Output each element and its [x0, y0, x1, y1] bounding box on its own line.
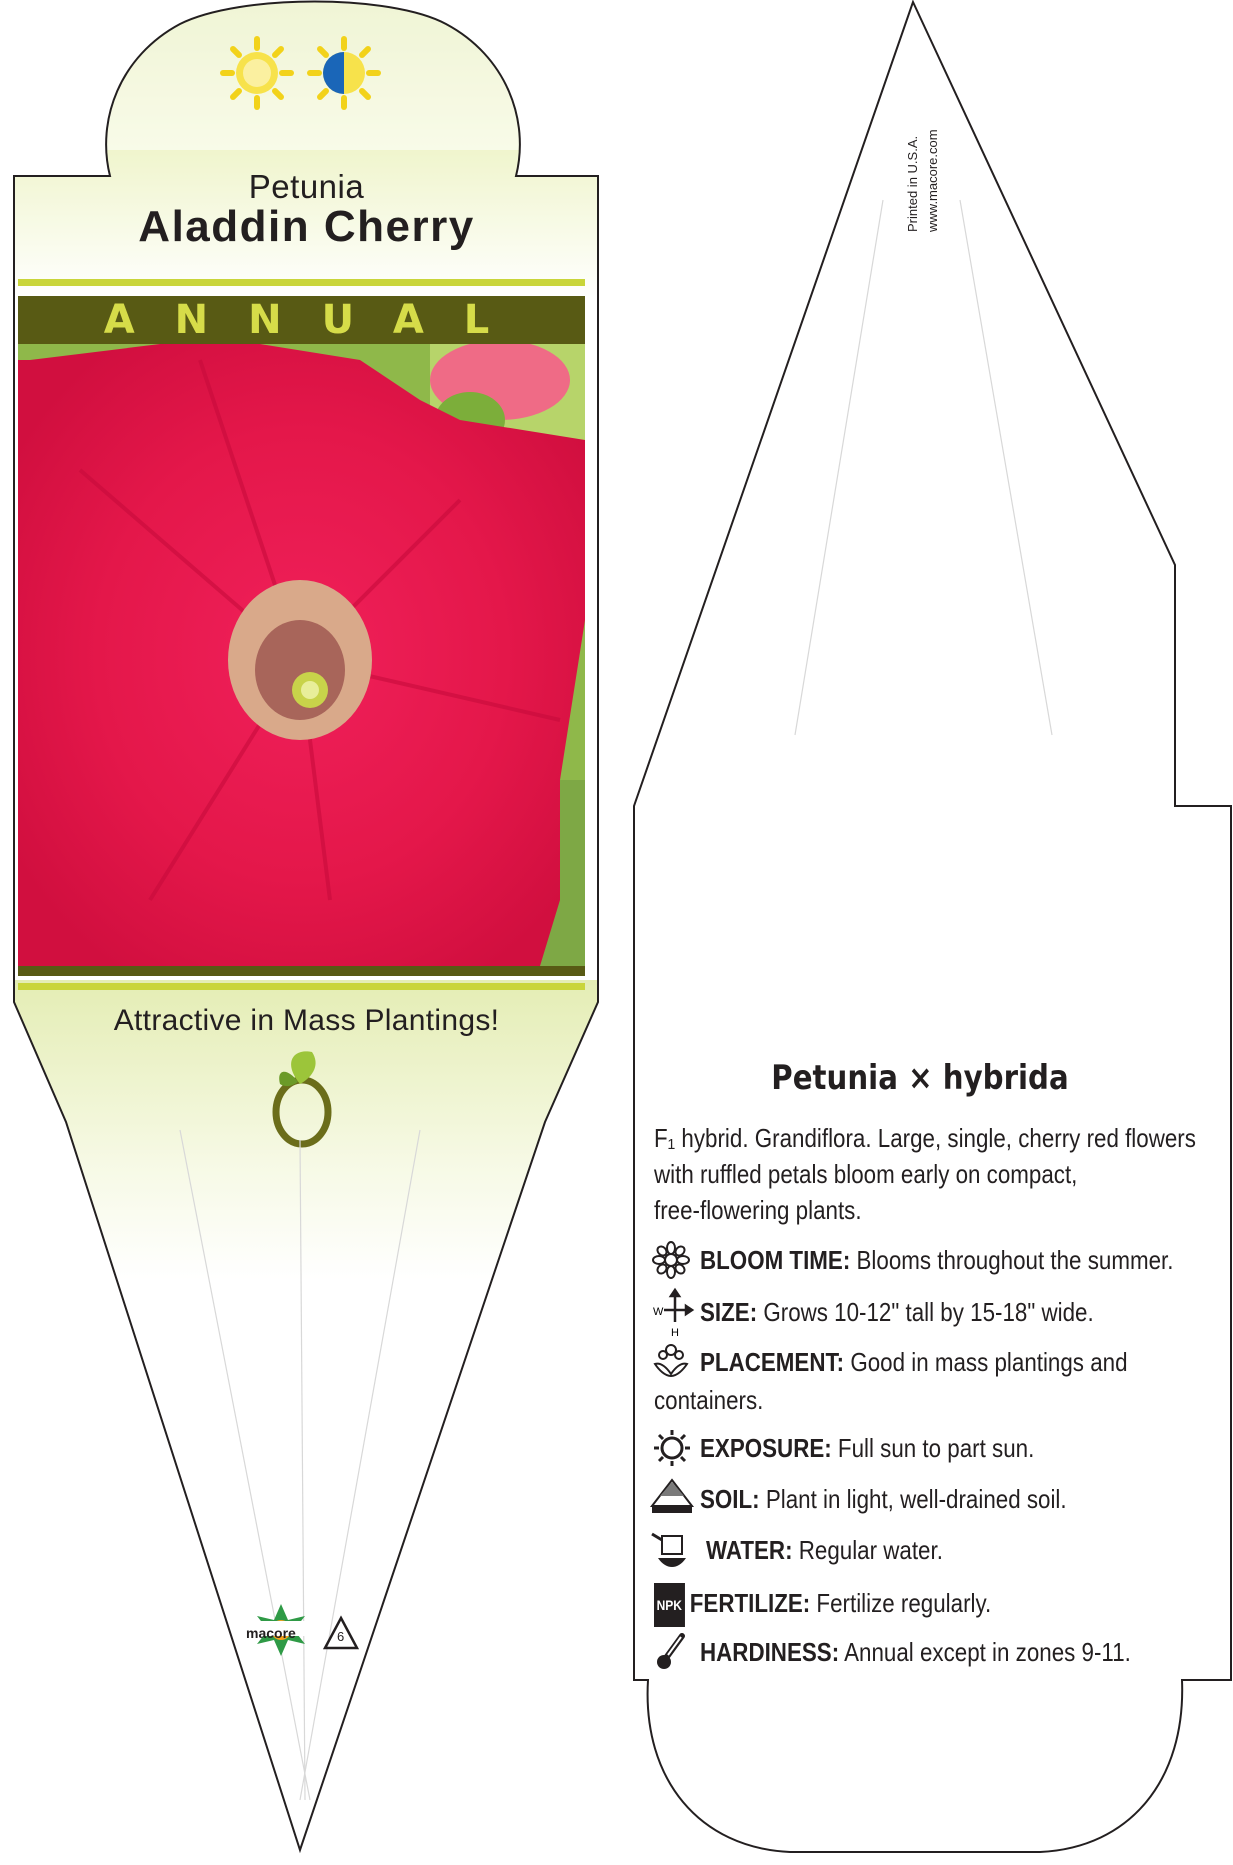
botanical-name: Petunia × hybrida	[771, 1058, 1069, 1098]
description-line: F₁ hybrid. Grandiflora. Large, single, cherry red flowers	[654, 1123, 1196, 1153]
attr-value: containers.	[654, 1385, 764, 1415]
svg-text:W: W	[653, 1306, 664, 1318]
attr-value: Plant in light, well-drained soil.	[759, 1484, 1067, 1514]
attr-label: WATER:	[706, 1535, 793, 1565]
back-tag	[634, 2, 1231, 1852]
description-line: with ruffled petals bloom early on compact,	[654, 1159, 1078, 1189]
attr-exposure	[700, 1430, 1233, 1466]
back-tag-outline	[634, 2, 1231, 1852]
logo-text: macore	[246, 1625, 296, 1641]
attr-label: PLACEMENT:	[700, 1347, 845, 1377]
attr-value: Annual except in zones 9-11.	[839, 1637, 1131, 1667]
attr-size	[700, 1294, 1233, 1330]
description-line: free-flowering plants.	[654, 1195, 862, 1225]
variety-name: Aladdin Cherry	[138, 202, 475, 251]
printed-in-usa: Printed in U.S.A.	[905, 135, 920, 232]
attr-label: SOIL:	[700, 1484, 760, 1514]
description	[654, 1120, 1213, 1228]
attr-label: HARDINESS:	[700, 1637, 840, 1667]
common-name: Petunia	[248, 168, 365, 205]
flower-photo	[18, 340, 585, 966]
attr-fertilize	[654, 1583, 1213, 1627]
attr-value: Regular water.	[792, 1535, 943, 1565]
full-sun-icon	[223, 39, 291, 107]
attr-label: BLOOM TIME:	[700, 1245, 851, 1275]
attr-soil	[700, 1481, 1233, 1517]
npk-icon: NPK	[654, 1583, 685, 1627]
printed-note	[905, 92, 965, 242]
website-url: www.macore.com	[925, 129, 940, 232]
attr-water	[706, 1532, 1233, 1568]
attr-hardiness	[700, 1634, 1233, 1670]
attr-label: SIZE:	[700, 1297, 758, 1327]
attr-label: EXPOSURE:	[700, 1433, 832, 1463]
front-tag	[0, 0, 613, 1850]
attr-bloom-time	[700, 1242, 1233, 1278]
attr-label: FERTILIZE:	[689, 1588, 811, 1618]
attr-value: Blooms throughout the summer.	[850, 1245, 1174, 1275]
attr-placement-continued	[654, 1382, 1213, 1418]
attr-value: Good in mass plantings and	[844, 1347, 1128, 1377]
attr-placement	[700, 1344, 1233, 1380]
attr-value: Full sun to part sun.	[831, 1433, 1035, 1463]
attr-value: Fertilize regularly.	[810, 1588, 992, 1618]
attr-value: Grows 10-12" tall by 15-18" wide.	[757, 1297, 1094, 1327]
recycle-code: 6	[337, 1629, 345, 1644]
part-sun-icon	[310, 39, 378, 107]
tagline: Attractive in Mass Plantings!	[113, 1004, 500, 1037]
category-label: ANNUAL	[103, 297, 530, 343]
svg-text:H: H	[671, 1327, 679, 1339]
